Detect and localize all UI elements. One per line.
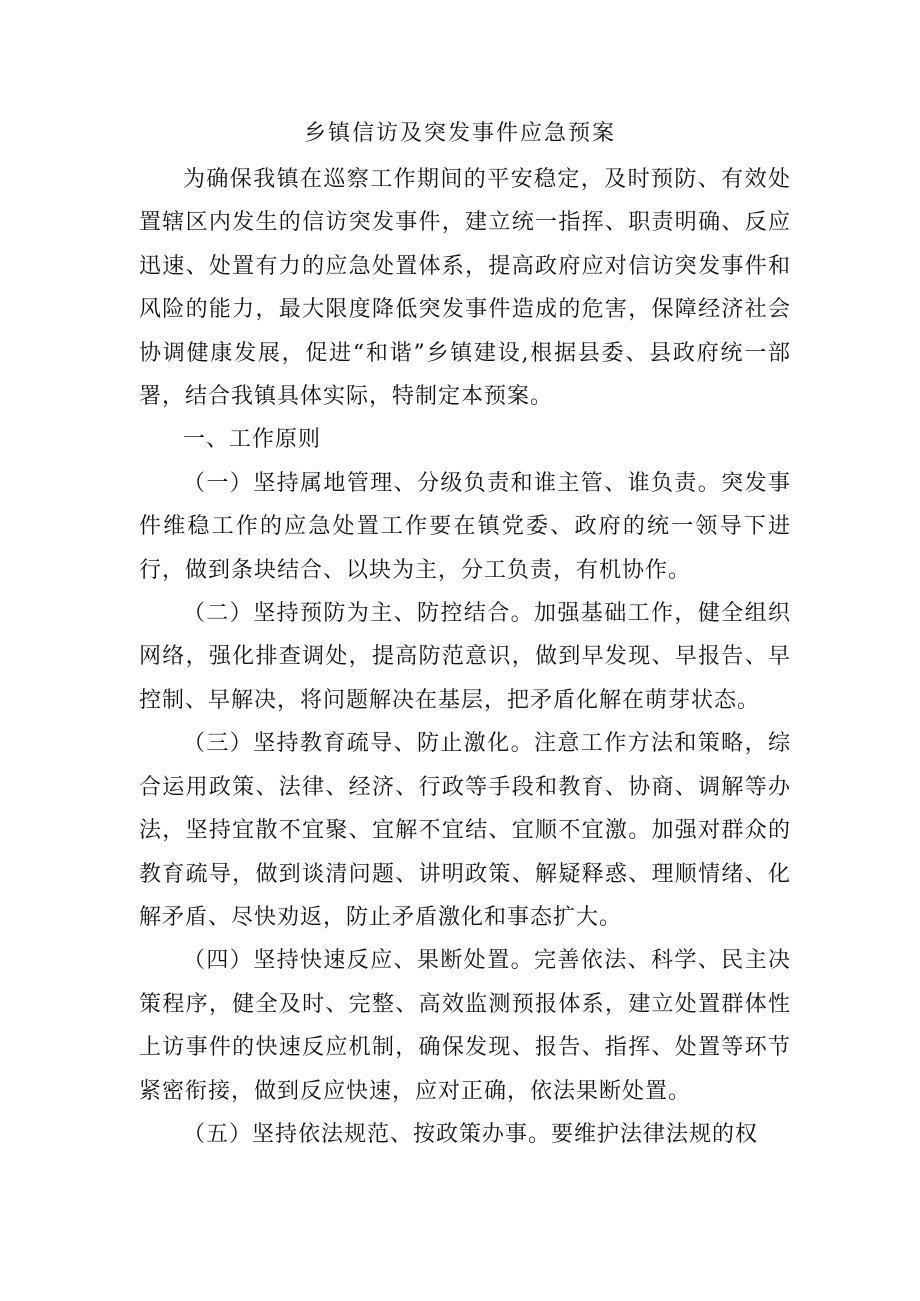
principle-item-1: （一）坚持属地管理、分级负责和谁主管、谁负责。突发事件维稳工作的应急处置工作要在镇党委、政府的统一领导下进行，做到条块结合、以块为主，分工负责，有机协作。 bbox=[139, 470, 791, 583]
principle-item-5: （五）坚持依法规范、按政策办事。要维护法律法规的权 bbox=[183, 1121, 759, 1147]
document-body bbox=[139, 158, 791, 1156]
document-title: 乡镇信访及突发事件应急预案 bbox=[303, 121, 616, 146]
section-heading-principles: 一、工作原则 bbox=[183, 427, 322, 453]
principle-item-2: （二）坚持预防为主、防控结合。加强基础工作，健全组织网络，强化排查调处，提高防范意识，做到早发现、早报告、早控制、早解决，将问题解决在基层，把矛盾化解在萌芽状态。 bbox=[139, 601, 791, 713]
principle-item-4: （四）坚持快速反应、果断处置。完善依法、科学、民主决策程序，健全及时、完整、高效监测预报体系，建立处置群体性上访事件的快速反应机制，确保发现、报告、指挥、处置等环节紧密衔接，做到反应快速，应对正确，依法果断处置。 bbox=[139, 948, 791, 1104]
intro-paragraph: 为确保我镇在巡察工作期间的平安稳定，及时预防、有效处置辖区内发生的信访突发事件，建立统一指挥、职责明确、反应迅速、处置有力的应急处置体系，提高政府应对信访突发事件和风险的能力，最大限度降低突发事件造成的危害，保障经济社会协调健康发展，促进“和谐”乡镇建设,根据县委、县政府统一部署，结合我镇具体实际，特制定本预案。 bbox=[139, 167, 791, 410]
principle-item-3: （三）坚持教育疏导、防止激化。注意工作方法和策略，综合运用政策、法律、经济、行政等手段和教育、协商、调解等办法，坚持宜散不宜聚、宜解不宜结、宜顺不宜激。加强对群众的教育疏导，做到谈清问题、讲明政策、解疑释惑、理顺情绪、化解矛盾、尽快劝返，防止矛盾激化和事态扩大。 bbox=[139, 731, 791, 930]
